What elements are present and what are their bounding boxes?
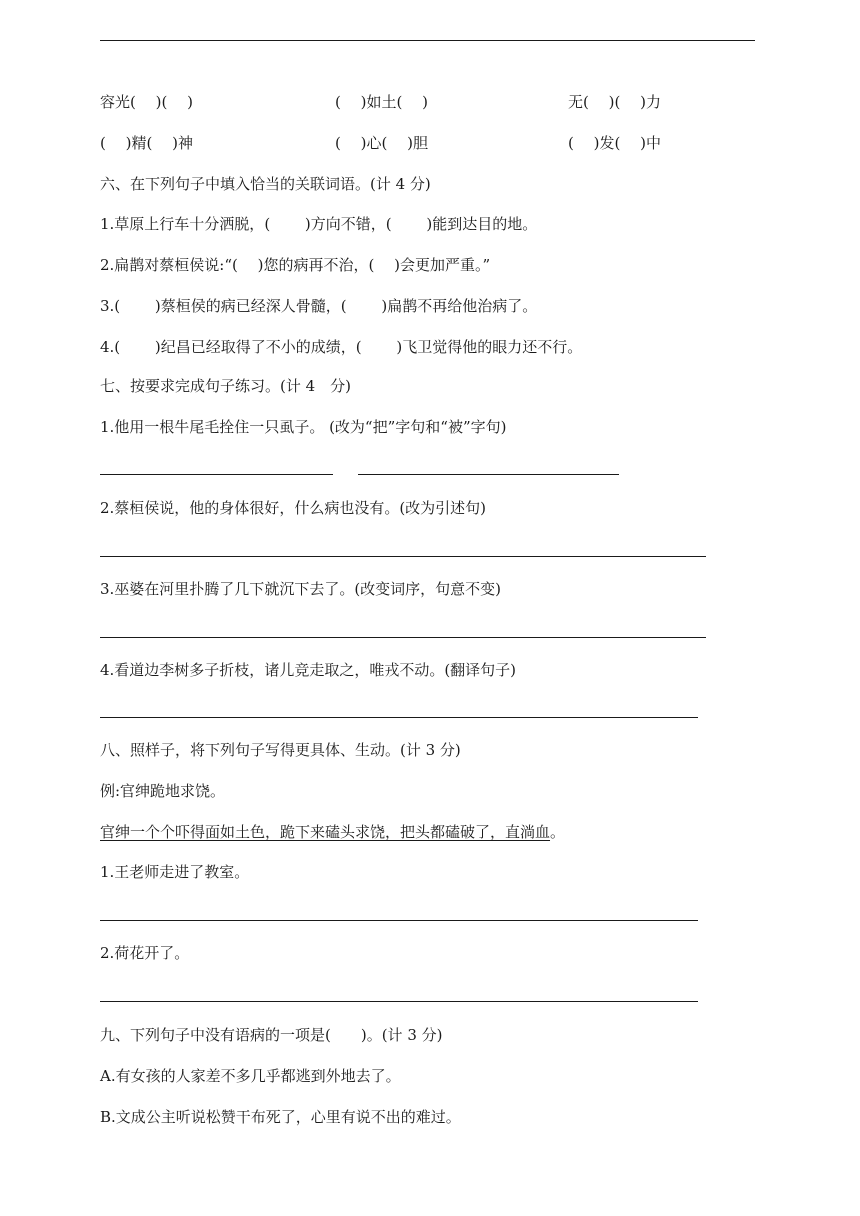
answer-line-7-3[interactable] [100, 637, 706, 638]
idiom-1: 容光( )( ) [100, 93, 193, 111]
idiom-6: ( )发( )中 [568, 134, 661, 152]
header-rule [100, 40, 755, 41]
section-8-heading: 八、照样子，将下列句子写得更具体、生动。(计 3 分) [100, 741, 461, 759]
answer-line-8-1[interactable] [100, 920, 698, 921]
idiom-3: 无( )( )力 [568, 93, 661, 111]
example-answer [100, 822, 565, 842]
idiom-2: ( )如土( ) [335, 93, 428, 111]
example-answer-underlined: 官绅一个个吓得面如土色，跪下来磕头求饶，把头都磕破了，直淌血 [100, 823, 551, 841]
answer-line-7-2[interactable] [100, 556, 706, 557]
section-6-item-4: 4.( )纪昌已经取得了不小的成绩，( )飞卫觉得他的眼力还不行。 [100, 338, 583, 356]
answer-line-bei[interactable] [358, 474, 619, 475]
idiom-5: ( )心( )胆 [335, 134, 428, 152]
section-6-heading: 六、在下列句子中填入恰当的关联词语。(计 4 分) [100, 175, 431, 193]
section-7-item-2: 2.蔡桓侯说，他的身体很好，什么病也没有。(改为引述句) [100, 499, 487, 517]
example-label: 例:官绅跪地求饶。 [100, 782, 226, 800]
section-6-item-2: 2.扁鹊对蔡桓侯说:“( )您的病再不治，( )会更加严重。” [100, 256, 491, 274]
answer-line-8-2[interactable] [100, 1001, 698, 1002]
idiom-4: ( )精( )神 [100, 134, 193, 152]
section-6-item-1: 1.草原上行车十分洒脱，( )方向不错，( )能到达目的地。 [100, 215, 538, 233]
option-b: B.文成公主听说松赞干布死了，心里有说不出的难过。 [100, 1108, 461, 1126]
section-7-item-1: 1.他用一根牛尾毛拴住一只虱子。 (改为“把”字句和“被”字句) [100, 418, 507, 436]
answer-line-7-4[interactable] [100, 717, 698, 718]
section-7-heading: 七、按要求完成句子练习。(计 4 分) [100, 377, 352, 395]
section-7-item-3: 3.巫婆在河里扑腾了几下就沉下去了。(改变词序，句意不变) [100, 580, 502, 598]
section-7-item-4: 4.看道边李树多子折枝，诸儿竞走取之，唯戎不动。(翻译句子) [100, 661, 517, 679]
answer-line-ba[interactable] [100, 474, 333, 475]
section-8-item-2: 2.荷花开了。 [100, 944, 190, 962]
section-8-item-1: 1.王老师走进了教室。 [100, 863, 250, 881]
section-9-heading: 九、下列句子中没有语病的一项是( )。(计 3 分) [100, 1026, 443, 1044]
option-a: A.有女孩的人家差不多几乎都逃到外地去了。 [100, 1067, 401, 1085]
section-6-item-3: 3.( )蔡桓侯的病已经深人骨髓，( )扁鹊不再给他治病了。 [100, 297, 538, 315]
example-answer-period: 。 [550, 823, 566, 841]
